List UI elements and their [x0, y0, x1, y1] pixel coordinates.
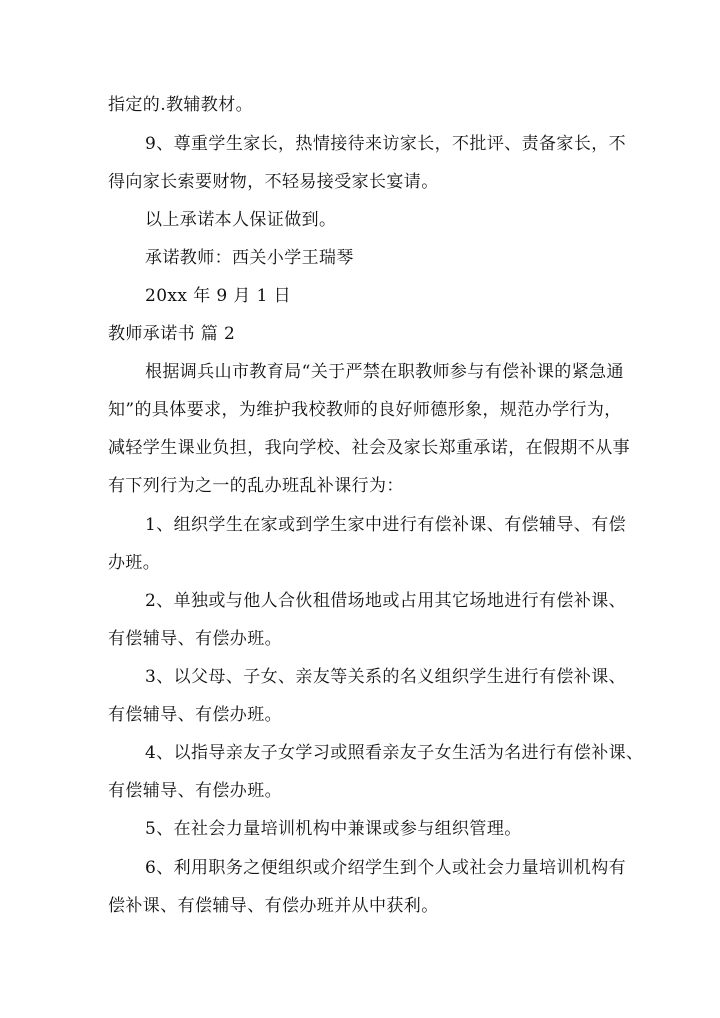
text-line: 有偿辅导、有偿办班。 — [108, 705, 282, 725]
text-line: 6、利用职务之便组织或介绍学生到个人或社会力量培训机构有 — [145, 858, 627, 878]
text-line: 减轻学生课业负担，我向学校、社会及家长郑重承诺，在假期不从事 — [108, 438, 630, 458]
text-line: 根据调兵山市教育局“关于严禁在职教师参与有偿补课的紧急通 — [145, 362, 624, 382]
text-line: 2、单独或与他人合伙租借场地或占用其它场地进行有偿补课、 — [145, 591, 627, 611]
text-line: 有下列行为之一的乱办班乱补课行为： — [108, 476, 404, 496]
text-line: 1、组织学生在家或到学生家中进行有偿补课、有偿辅导、有偿 — [145, 515, 627, 535]
text-line: 以上承诺本人保证做到。 — [145, 210, 337, 230]
text-line: 4、以指导亲友子女学习或照看亲友子女生活为名进行有偿补课、 — [145, 743, 644, 763]
date-line: 20xx 年 9 月 1 日 — [145, 286, 292, 306]
text-line: 办班。 — [108, 553, 161, 573]
text-line: 5、在社会力量培训机构中兼课或参与组织管理。 — [145, 819, 522, 839]
text-line: 9、尊重学生家长，热情接待来访家长，不批评、责备家长，不 — [145, 134, 627, 154]
text-line: 指定的.教辅教材。 — [108, 95, 254, 115]
text-line: 承诺教师：西关小学王瑞琴 — [145, 248, 354, 268]
text-line: 有偿辅导、有偿办班。 — [108, 781, 282, 801]
text-line: 偿补课、有偿辅导、有偿办班并从中获利。 — [108, 896, 439, 916]
text-line: 得向家长索要财物，不轻易接受家长宴请。 — [108, 172, 439, 192]
text-line: 3、以父母、子女、亲友等关系的名义组织学生进行有偿补课、 — [145, 667, 627, 687]
text-line: 有偿辅导、有偿办班。 — [108, 629, 282, 649]
section-heading: 教师承诺书 篇 2 — [108, 324, 236, 344]
text-line: 知”的具体要求，为维护我校教师的良好师德形象，规范办学行为， — [108, 400, 622, 420]
